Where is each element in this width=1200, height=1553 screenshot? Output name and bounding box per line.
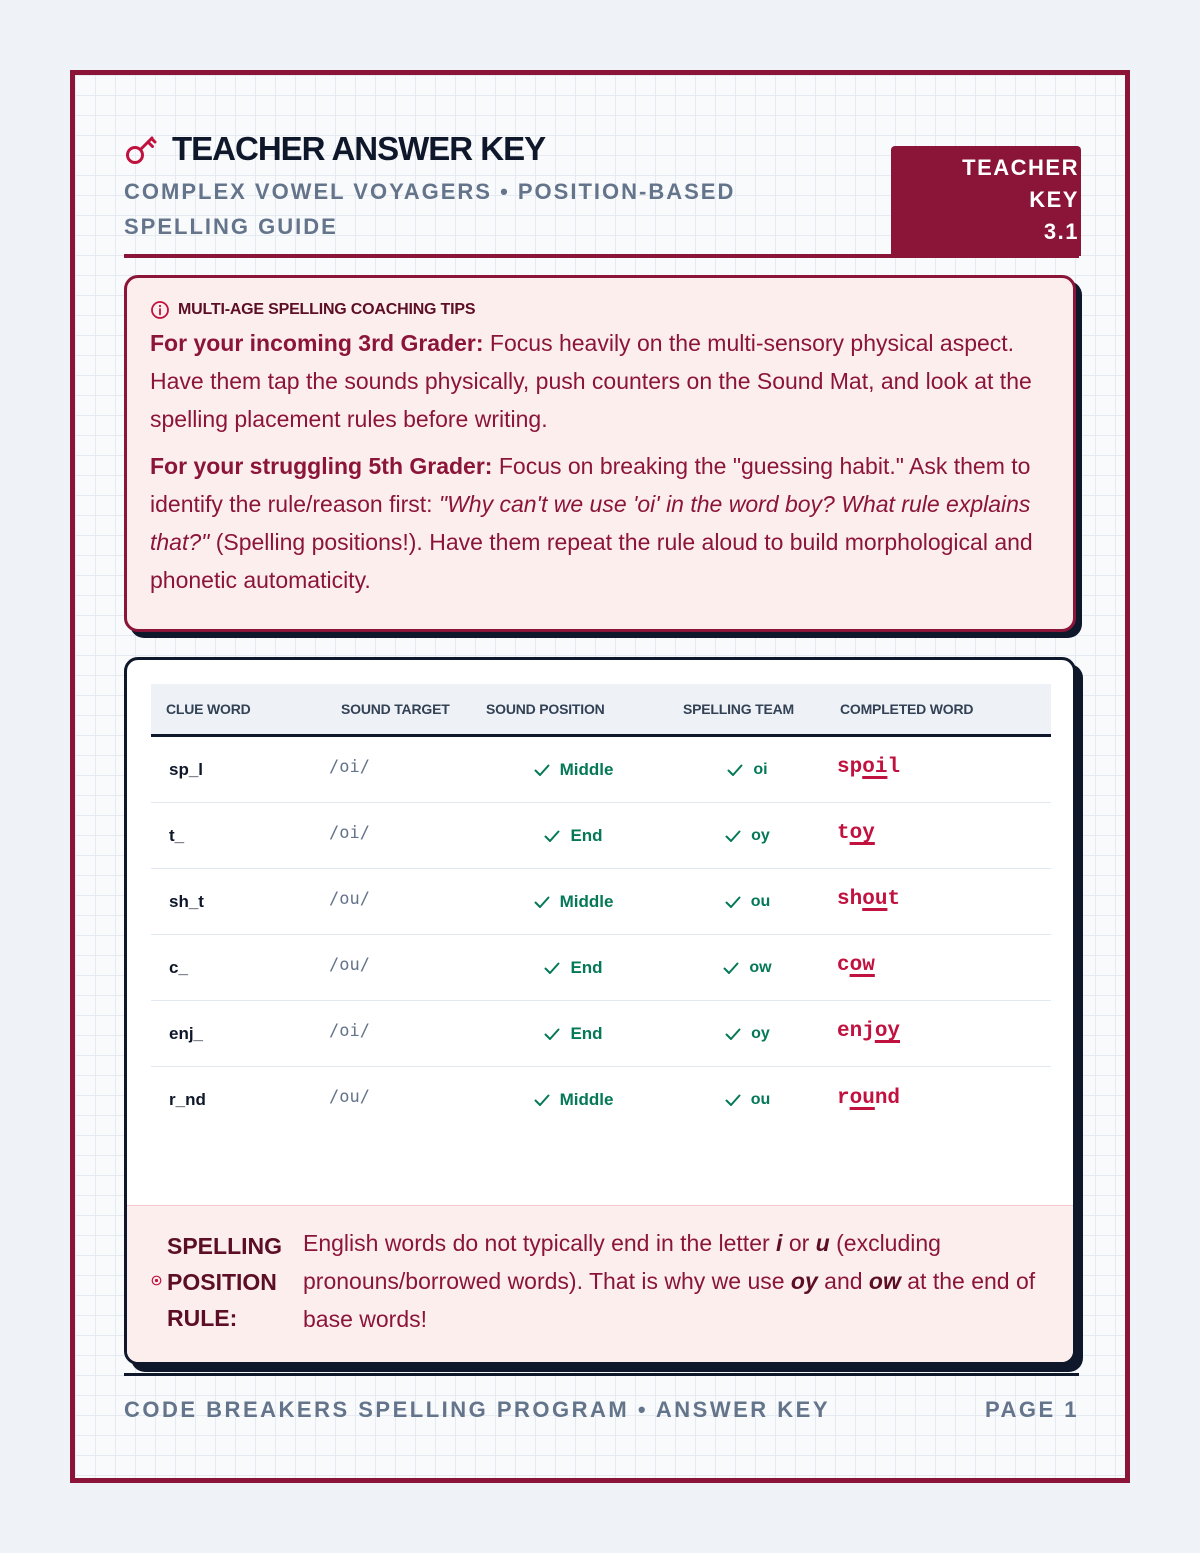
rule-label-line-1: SPELLING — [167, 1233, 283, 1259]
header-spelling-team: SPELLING TEAM — [683, 701, 794, 717]
answer-table-card — [124, 657, 1076, 1365]
table-row — [151, 869, 1051, 935]
spelling-team — [659, 1090, 834, 1110]
rule-label-line-2: POSITION — [167, 1269, 277, 1295]
rule-text-1: English words do not typically end in the letter — [303, 1230, 777, 1256]
badge-line-1: TEACHER KEY — [962, 155, 1079, 212]
sound-target: /oi/ — [329, 1020, 370, 1041]
word-vowel-team: ou — [862, 888, 888, 911]
sound-target: /ou/ — [329, 888, 370, 909]
completed-word — [834, 954, 1051, 977]
spelling-team — [659, 760, 834, 780]
tip-3rd-grader-lead: For your incoming 3rd Grader: — [150, 330, 484, 356]
spelling-team-label: ow — [749, 958, 772, 976]
sound-position — [486, 958, 659, 978]
word-suffix: t — [887, 888, 901, 911]
target-icon — [151, 1275, 162, 1286]
rule-team-oy: oy — [790, 1268, 818, 1294]
page-header — [124, 130, 1081, 260]
key-icon — [124, 131, 160, 167]
sound-position — [486, 826, 659, 846]
clue-word: t_ — [169, 825, 185, 845]
sound-target: /ou/ — [329, 954, 370, 975]
tip-5th-grader-quote: "Why can't we use 'oi' in the word boy? What rule explains that?" — [150, 491, 1031, 555]
header-sound-target: SOUND TARGET — [341, 701, 450, 717]
page-number: PAGE 1 — [984, 1397, 1079, 1422]
rule-text-5: at the end of base words! — [303, 1268, 1036, 1332]
clue-word: c_ — [169, 957, 188, 977]
rule-text-4: and — [817, 1268, 869, 1294]
tip-5th-grader-text-2: (Spelling positions!). Have them repeat the rule aloud to build morphological and phonetic automaticity. — [150, 529, 1033, 593]
word-prefix: enj — [837, 1020, 875, 1043]
table-row — [151, 935, 1051, 1001]
rule-label-line-3: RULE: — [167, 1305, 238, 1331]
spelling-team — [659, 826, 834, 846]
rule-text-3: (excluding pronouns/borrowed words). That is why we use — [303, 1230, 941, 1294]
word-vowel-team: ou — [849, 1086, 875, 1110]
word-vowel-team: oi — [862, 756, 888, 779]
rule-letter-i: i — [776, 1230, 783, 1256]
check-icon — [542, 826, 562, 846]
word-suffix: nd — [874, 1086, 901, 1110]
tip-3rd-grader — [150, 324, 1049, 438]
tip-3rd-grader-text: Focus heavily on the multi-sensory physical aspect. Have them tap the sounds physically, push counters on the Sound Mat, and look at the spelling placement rules before writing. — [150, 330, 1032, 432]
answer-table — [151, 684, 1051, 1133]
page-title: TEACHER ANSWER KEY — [172, 130, 546, 167]
teacher-key-badge — [891, 146, 1081, 256]
completed-word — [834, 888, 1051, 911]
check-icon — [723, 1024, 743, 1044]
check-icon — [721, 958, 741, 978]
check-icon — [542, 1024, 562, 1044]
check-icon — [532, 760, 552, 780]
table-row — [151, 803, 1051, 869]
rule-text — [301, 1224, 1043, 1362]
badge-line-2: 3.1 — [1027, 216, 1079, 248]
sound-position-label: End — [570, 957, 603, 977]
sound-position — [486, 760, 659, 780]
table-row — [151, 737, 1051, 803]
spelling-team-label: oy — [751, 826, 770, 844]
header-clue-word: CLUE WORD — [166, 701, 251, 717]
check-icon — [725, 760, 745, 780]
spelling-team-label: ou — [750, 892, 771, 910]
tip-5th-grader-lead: For your struggling 5th Grader: — [150, 453, 493, 479]
sound-position-label: Middle — [559, 891, 614, 911]
spelling-team — [659, 958, 834, 978]
clue-word: enj_ — [169, 1023, 204, 1043]
word-vowel-team: oy — [849, 822, 875, 845]
rule-label — [153, 1228, 301, 1362]
sound-position — [486, 1024, 659, 1044]
sound-position-label: End — [570, 1023, 603, 1043]
completed-word — [834, 822, 1051, 845]
check-icon — [723, 892, 743, 912]
page-footer — [124, 1397, 1079, 1423]
word-vowel-team: oy — [874, 1020, 901, 1043]
check-icon — [532, 1090, 552, 1110]
sound-position — [486, 892, 659, 912]
header-sound-position: SOUND POSITION — [486, 701, 605, 717]
rule-text-2: or — [782, 1230, 816, 1256]
page-subtitle: COMPLEX VOWEL VOYAGERS • POSITION-BASED SPELLING GUIDE — [124, 179, 736, 239]
rule-letter-u: u — [815, 1230, 830, 1256]
spelling-team — [659, 1024, 834, 1044]
completed-word — [834, 1020, 1051, 1043]
header-completed-word: COMPLETED WORD — [840, 701, 974, 717]
check-icon — [542, 958, 562, 978]
sound-target: /oi/ — [329, 756, 370, 777]
spelling-team-label: ou — [750, 1091, 771, 1108]
word-suffix: l — [887, 756, 901, 779]
spelling-team-label: oy — [751, 1024, 770, 1042]
answer-key-page — [70, 70, 1130, 1483]
sound-target: /ou/ — [329, 1087, 370, 1107]
tip-5th-grader-text-1: Focus on breaking the "guessing habit." Ask them to identify the rule/reason first: — [150, 453, 1031, 517]
spelling-team — [659, 892, 834, 912]
tips-heading — [150, 300, 1049, 320]
word-prefix: t — [837, 822, 850, 845]
check-icon — [532, 892, 552, 912]
info-icon — [150, 300, 170, 320]
completed-word — [834, 1087, 1051, 1110]
table-row — [151, 1001, 1051, 1067]
sound-position-label: Middle — [559, 1090, 614, 1109]
clue-word: sh_t — [169, 891, 204, 911]
sound-target: /oi/ — [329, 822, 370, 843]
header-divider — [124, 254, 1079, 258]
word-prefix: c — [837, 954, 850, 977]
word-vowel-team: ow — [849, 954, 875, 977]
sound-position-label: End — [570, 825, 603, 845]
table-header-row — [151, 684, 1051, 737]
footer-divider — [124, 1373, 1079, 1376]
word-prefix: r — [837, 1086, 850, 1110]
check-icon — [723, 826, 743, 846]
sound-position — [486, 1090, 659, 1110]
coaching-tips-box — [124, 275, 1076, 632]
clue-word: sp_l — [169, 759, 204, 779]
spelling-team-label: oi — [753, 760, 768, 778]
spelling-rule-box — [127, 1205, 1073, 1362]
completed-word — [834, 756, 1051, 779]
footer-program: CODE BREAKERS SPELLING PROGRAM • ANSWER KEY — [124, 1397, 830, 1422]
table-body — [151, 737, 1051, 1133]
word-prefix: sp — [837, 756, 863, 779]
table-row — [151, 1067, 1051, 1133]
word-prefix: sh — [837, 888, 863, 911]
clue-word: r_nd — [169, 1090, 206, 1109]
sound-position-label: Middle — [559, 759, 614, 779]
check-icon — [723, 1090, 743, 1110]
tip-5th-grader — [150, 447, 1049, 599]
tips-heading-text: MULTI-AGE SPELLING COACHING TIPS — [178, 301, 476, 318]
rule-team-ow: ow — [868, 1268, 901, 1294]
